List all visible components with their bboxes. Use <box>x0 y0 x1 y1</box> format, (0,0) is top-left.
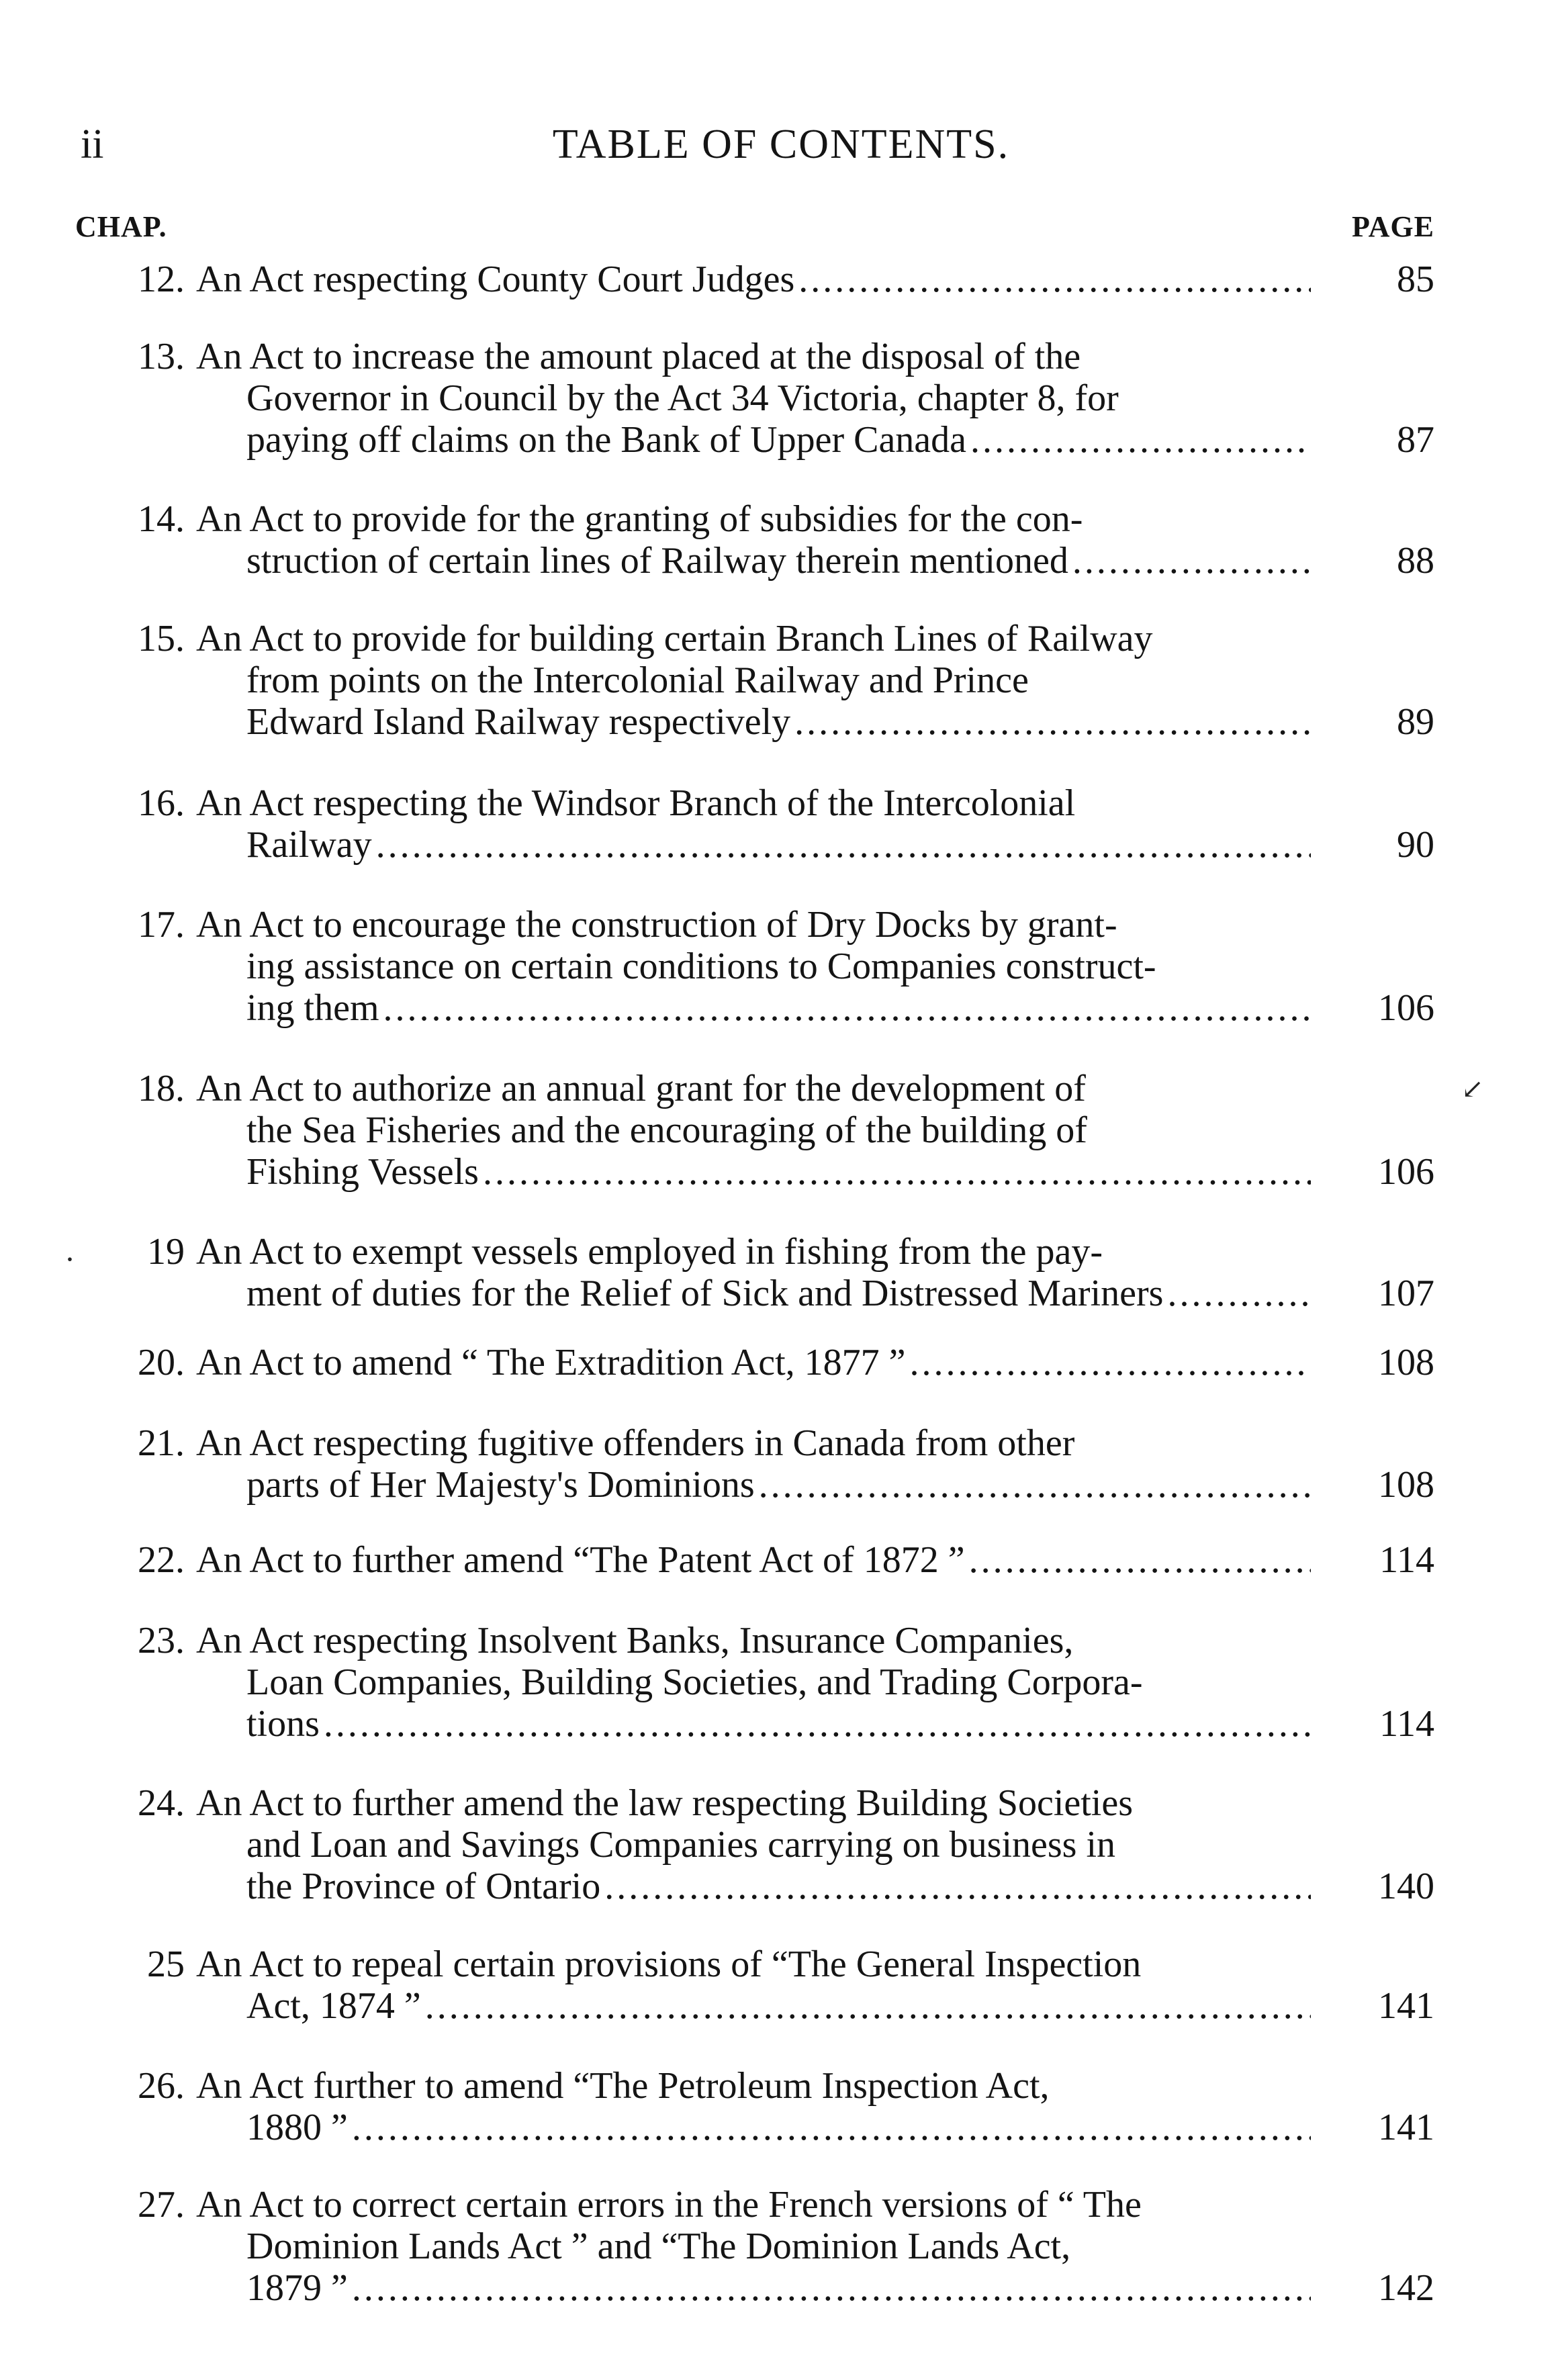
entry-line-text: Fishing Vessels <box>246 1151 479 1193</box>
dot-leader <box>376 824 1311 866</box>
running-head <box>0 121 1562 181</box>
entry-line <box>196 419 1311 461</box>
entry-line: An Act to further amend the law respecting Building Societies <box>196 1782 1133 1824</box>
entry-line-text: 1879 ” <box>246 2267 348 2309</box>
chapter-number: 20. <box>138 1342 185 1383</box>
entry-title <box>196 782 1311 866</box>
page-reference: 114 <box>1379 1539 1434 1581</box>
entry-title <box>196 1342 1311 1383</box>
page-column-heading: PAGE <box>1352 210 1434 243</box>
entry-line-text: the Province of Ontario <box>246 1866 601 1907</box>
chapter-number: 21. <box>138 1422 185 1464</box>
page-reference: 106 <box>1378 1151 1434 1193</box>
entry-line: An Act to repeal certain provisions of “The General Inspection <box>196 1943 1142 1985</box>
entry-line <box>196 987 1311 1029</box>
margin-mark: ↙ <box>1461 1074 1484 1104</box>
entry-line <box>196 1539 1311 1581</box>
page-reference: 142 <box>1378 2267 1434 2309</box>
page-reference: 114 <box>1379 1703 1434 1745</box>
page-number: ii <box>81 122 104 167</box>
entry-title <box>196 2184 1311 2309</box>
page-reference: 106 <box>1378 987 1434 1029</box>
chapter-number: 14. <box>138 498 185 540</box>
entry-line: An Act to exempt vessels employed in fishing from the pay- <box>196 1231 1103 1273</box>
chapter-number: 13. <box>138 336 185 377</box>
entry-line <box>196 1866 1311 1907</box>
entry-line-text: struction of certain lines of Railway therein mentioned <box>246 540 1068 582</box>
entry-line <box>196 1151 1311 1193</box>
page-title: TABLE OF CONTENTS. <box>552 122 1010 167</box>
entry-line <box>196 1342 1311 1383</box>
dot-leader <box>910 1342 1311 1383</box>
entry-line-text: 1880 ” <box>246 2107 348 2148</box>
entry-line: Loan Companies, Building Societies, and Trading Corpora- <box>246 1661 1143 1703</box>
entry-title <box>196 904 1311 1029</box>
entry-line: An Act respecting the Windsor Branch of the Intercolonial <box>196 782 1076 824</box>
dot-leader <box>324 1703 1311 1745</box>
chapter-number: 23. <box>138 1620 185 1661</box>
entry-line: Dominion Lands Act ” and “The Dominion Lands Act, <box>246 2226 1071 2267</box>
entry-title <box>196 1943 1311 2027</box>
chapter-number: 15. <box>138 618 185 659</box>
entry-title <box>196 336 1311 461</box>
chapter-number: 24. <box>138 1782 185 1824</box>
entry-line-text: Edward Island Railway respectively <box>246 701 791 743</box>
dot-leader <box>794 701 1311 743</box>
chapter-number: 12. <box>138 259 185 300</box>
entry-line: An Act to provide for the granting of subsidies for the con- <box>196 498 1083 540</box>
entry-title <box>196 259 1311 300</box>
entry-line: the Sea Fisheries and the encouraging of the building of <box>246 1109 1087 1151</box>
entry-title <box>196 1068 1311 1193</box>
entry-title <box>196 1782 1311 1907</box>
page-reference: 90 <box>1397 824 1434 866</box>
page-reference: 108 <box>1378 1342 1434 1383</box>
dot-leader <box>1167 1273 1311 1314</box>
page-reference: 89 <box>1397 701 1434 743</box>
dot-leader <box>352 2267 1311 2309</box>
page-reference: 140 <box>1378 1866 1434 1907</box>
entry-line-text: tions <box>246 1703 320 1745</box>
dot-leader <box>352 2107 1311 2148</box>
entry-line: An Act to correct certain errors in the French versions of “ The <box>196 2184 1142 2226</box>
chapter-number: 27. <box>138 2184 185 2226</box>
chapter-number: 19 <box>147 1231 185 1273</box>
dot-leader <box>969 1539 1311 1581</box>
dot-leader <box>483 1151 1311 1193</box>
entry-line-text: parts of Her Majesty's Dominions <box>246 1464 755 1506</box>
dot-leader <box>759 1464 1311 1506</box>
chapter-number: 25 <box>147 1943 185 1985</box>
dot-leader <box>425 1985 1311 2027</box>
chapter-column-heading: CHAP. <box>75 210 167 243</box>
entry-line-text: Railway <box>246 824 372 866</box>
entry-line <box>196 2107 1311 2148</box>
dot-leader <box>798 259 1311 300</box>
entry-line: An Act further to amend “The Petroleum Inspection Act, <box>196 2065 1050 2107</box>
chapter-number: 26. <box>138 2065 185 2107</box>
entry-line: An Act to increase the amount placed at the disposal of the <box>196 336 1081 377</box>
chapter-number: 22. <box>138 1539 185 1581</box>
page-reference: 108 <box>1378 1464 1434 1506</box>
page-reference: 85 <box>1397 259 1434 300</box>
entry-line-text: paying off claims on the Bank of Upper Canada <box>246 419 967 461</box>
entry-line-text: ing them <box>246 987 379 1029</box>
entry-line-text: An Act to further amend “The Patent Act of 1872 ” <box>196 1539 965 1581</box>
entry-line <box>196 1273 1311 1314</box>
entry-title <box>196 1231 1311 1314</box>
page-reference: 107 <box>1378 1273 1434 1314</box>
entry-line: from points on the Intercolonial Railway and Prince <box>246 659 1029 701</box>
entry-title <box>196 618 1311 743</box>
entry-line <box>196 824 1311 866</box>
entry-line: An Act respecting fugitive offenders in Canada from other <box>196 1422 1075 1464</box>
chapter-number: 17. <box>138 904 185 946</box>
page-reference: 141 <box>1378 2107 1434 2148</box>
margin-mark: · <box>64 1242 75 1277</box>
dot-leader <box>604 1866 1311 1907</box>
entry-line: An Act respecting Insolvent Banks, Insurance Companies, <box>196 1620 1074 1661</box>
entry-title <box>196 1422 1311 1506</box>
entry-line-text: An Act respecting County Court Judges <box>196 259 795 300</box>
page-reference: 87 <box>1397 419 1434 461</box>
entry-title <box>196 1539 1311 1581</box>
entry-line <box>196 1464 1311 1506</box>
entry-line: An Act to encourage the construction of Dry Docks by grant- <box>196 904 1117 946</box>
entry-line: and Loan and Savings Companies carrying on business in <box>246 1824 1116 1866</box>
dot-leader <box>970 419 1311 461</box>
entry-line <box>196 540 1311 582</box>
chapter-number: 18. <box>138 1068 185 1109</box>
page-reference: 141 <box>1378 1985 1434 2027</box>
entry-title <box>196 1620 1311 1745</box>
entry-line-text: ment of duties for the Relief of Sick and Distressed Mariners <box>246 1273 1164 1314</box>
entry-line <box>196 1985 1311 2027</box>
page-reference: 88 <box>1397 540 1434 582</box>
dot-leader <box>1072 540 1311 582</box>
entry-line <box>196 701 1311 743</box>
entry-line-text: An Act to amend “ The Extradition Act, 1877 ” <box>196 1342 906 1383</box>
entry-line: ing assistance on certain conditions to Companies construct- <box>246 946 1156 987</box>
dot-leader <box>383 987 1311 1029</box>
entry-line <box>196 259 1311 300</box>
entry-title <box>196 2065 1311 2148</box>
entry-line <box>196 1703 1311 1745</box>
entry-line: An Act to authorize an annual grant for the development of <box>196 1068 1086 1109</box>
chapter-number: 16. <box>138 782 185 824</box>
entry-line-text: Act, 1874 ” <box>246 1985 421 2027</box>
entry-line: Governor in Council by the Act 34 Victoria, chapter 8, for <box>246 377 1119 419</box>
entry-title <box>196 498 1311 582</box>
entry-line <box>196 2267 1311 2309</box>
entry-line: An Act to provide for building certain Branch Lines of Railway <box>196 618 1153 659</box>
